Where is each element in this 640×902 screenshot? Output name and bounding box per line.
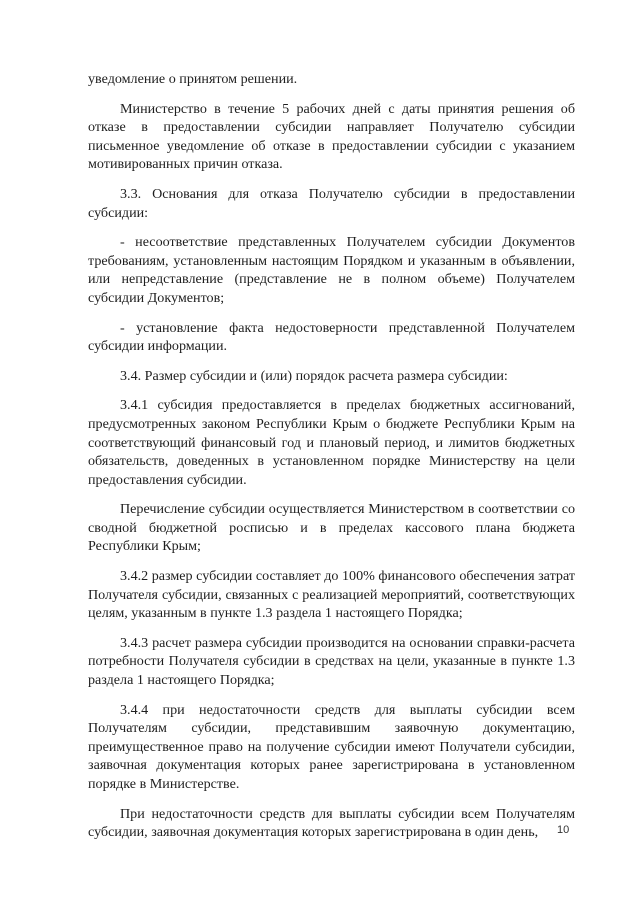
paragraph-section-3-4: 3.4. Размер субсидии и (или) порядок расчета размера субсидии: bbox=[120, 367, 508, 384]
paragraph-refusal-notice: Министерство в течение 5 рабочих дней с даты принятия решения об отказе в предоставлении субсидии направляет Получателю субсидии письменное уведомление об отказе в предоставлении субсидии с указанием мотивированных причин отказа. bbox=[88, 100, 575, 173]
paragraph-section-3-4-1: 3.4.1 субсидия предоставляется в пределах бюджетных ассигнований, предусмотренных законом Республики Крым о бюджете Республики Крым на соответствующий финансовый год и плановый период, и лимитов бюджетных обязательств, доведенных в установленном порядке Министерству на цели предоставления субсидии. bbox=[88, 397, 575, 488]
paragraph-section-3-3: 3.3. Основания для отказа Получателю субсидии в предоставлении субсидии: bbox=[88, 185, 575, 221]
paragraph-section-3-4-3: 3.4.3 расчет размера субсидии производится на основании справки-расчета потребности Получателя субсидии в средствах на цели, указанные в пункте 1.3 раздела 1 настоящего Порядка; bbox=[88, 634, 575, 689]
paragraph-reason-2: - установление факта недостоверности представленной Получателем субсидии информации. bbox=[88, 319, 575, 355]
page-number: 10 bbox=[557, 824, 570, 836]
paragraph-section-3-4-2: 3.4.2 размер субсидии составляет до 100% финансового обеспечения затрат Получателя субсидии, связанных с реализацией мероприятий, соответствующих целям, указанным в пункте 1.3 раздела 1 настоящего Порядка; bbox=[88, 568, 575, 622]
paragraph-insufficient-funds: При недостаточности средств для выплаты субсидии всем Получателям субсидии, заявочная документация которых зарегистрирована в один день, bbox=[88, 805, 575, 841]
document-body bbox=[88, 70, 575, 853]
paragraph-transfer: Перечисление субсидии осуществляется Министерством в соответствии со сводной бюджетной росписью и в пределах кассового плана бюджета Республики Крым; bbox=[88, 501, 575, 555]
paragraph-section-3-4-4: 3.4.4 при недостаточности средств для выплаты субсидии всем Получателям субсидии, представившим заявочную документацию, преимущественное право на получение субсидии имеют Получатели субсидии, заявочная документация которых ранее зарегистрирована в установленном порядке в Министерстве. bbox=[88, 701, 575, 792]
paragraph-continuation: уведомление о принятом решении. bbox=[88, 71, 298, 87]
paragraph-reason-1: - несоответствие представленных Получателем субсидии Документов требованиям, установленным настоящим Порядком и указанным в объявлении, или непредставление (представление не в полном объеме) Получателем субсидии Документов; bbox=[88, 234, 575, 306]
